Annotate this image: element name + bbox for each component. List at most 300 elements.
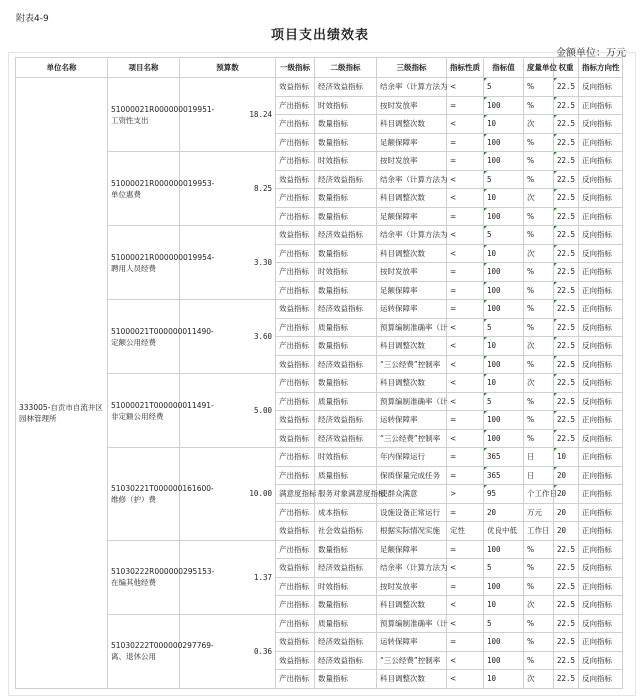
indicator-nature-cell: = xyxy=(447,448,484,467)
weight-cell: 22.5 xyxy=(554,596,579,615)
indicator-value-cell: 5 xyxy=(484,78,524,97)
measure-unit-cell: 万元 xyxy=(524,503,554,522)
measure-unit-cell: % xyxy=(524,96,554,115)
level1-indicator-cell: 效益指标 xyxy=(276,429,315,448)
weight-cell: 20 xyxy=(554,485,579,504)
weight-cell: 22.5 xyxy=(554,78,579,97)
level3-indicator-cell: 科目调整次数 xyxy=(377,596,447,615)
indicator-nature-cell: = xyxy=(447,540,484,559)
level2-indicator-cell: 数量指标 xyxy=(315,374,377,393)
project-name-cell: 51000021T000000011491-非定额公用经费 xyxy=(108,374,180,448)
level2-indicator-cell: 质量指标 xyxy=(315,392,377,411)
level2-indicator-cell: 时效指标 xyxy=(315,152,377,171)
column-header: 单位名称 xyxy=(16,58,108,78)
weight-cell: 22.5 xyxy=(554,133,579,152)
measure-unit-cell: 次 xyxy=(524,596,554,615)
level1-indicator-cell: 效益指标 xyxy=(276,651,315,670)
indicator-value-cell: 100 xyxy=(484,633,524,652)
measure-unit-cell: % xyxy=(524,281,554,300)
level3-indicator-cell: 预算编制准确率（计 xyxy=(377,318,447,337)
indicator-value-cell: 365 xyxy=(484,466,524,485)
table-row xyxy=(16,448,623,467)
indicator-value-cell: 100 xyxy=(484,281,524,300)
weight-cell: 22.5 xyxy=(554,318,579,337)
level1-indicator-cell: 产出指标 xyxy=(276,152,315,171)
indicator-direction-cell: 反向指标 xyxy=(579,374,623,393)
indicator-value-cell: 20 xyxy=(484,503,524,522)
indicator-nature-cell: < xyxy=(447,670,484,689)
measure-unit-cell: % xyxy=(524,78,554,97)
indicator-nature-cell: < xyxy=(447,355,484,374)
indicator-direction-cell: 正向指标 xyxy=(579,448,623,467)
indicator-nature-cell: < xyxy=(447,78,484,97)
level3-indicator-cell: 按时发放率 xyxy=(377,263,447,282)
measure-unit-cell: % xyxy=(524,559,554,578)
level2-indicator-cell: 经济效益指标 xyxy=(315,300,377,319)
measure-unit-cell: % xyxy=(524,633,554,652)
level3-indicator-cell: 预算编制准确率（计 xyxy=(377,614,447,633)
indicator-value-cell: 95 xyxy=(484,485,524,504)
level2-indicator-cell: 数量指标 xyxy=(315,115,377,134)
indicator-nature-cell: < xyxy=(447,244,484,263)
column-header: 一级指标 xyxy=(276,58,315,78)
level3-indicator-cell: 运转保障率 xyxy=(377,411,447,430)
level2-indicator-cell: 经济效益指标 xyxy=(315,651,377,670)
indicator-value-cell: 10 xyxy=(484,670,524,689)
measure-unit-cell: % xyxy=(524,651,554,670)
level2-indicator-cell: 数量指标 xyxy=(315,207,377,226)
level1-indicator-cell: 产出指标 xyxy=(276,244,315,263)
level1-indicator-cell: 产出指标 xyxy=(276,96,315,115)
indicator-direction-cell: 反向指标 xyxy=(579,78,623,97)
table-row xyxy=(16,614,623,633)
weight-cell: 22.5 xyxy=(554,411,579,430)
weight-cell: 22.5 xyxy=(554,96,579,115)
indicator-nature-cell: > xyxy=(447,485,484,504)
indicator-nature-cell: = xyxy=(447,577,484,596)
indicator-direction-cell: 正向指标 xyxy=(579,263,623,282)
indicator-value-cell: 100 xyxy=(484,411,524,430)
indicator-value-cell: 100 xyxy=(484,577,524,596)
indicator-direction-cell: 正向指标 xyxy=(579,633,623,652)
indicator-nature-cell: = xyxy=(447,152,484,171)
level3-indicator-cell: 科目调整次数 xyxy=(377,670,447,689)
indicator-direction-cell: 正向指标 xyxy=(579,485,623,504)
level2-indicator-cell: 质量指标 xyxy=(315,318,377,337)
level2-indicator-cell: 数量指标 xyxy=(315,281,377,300)
column-header: 预算数 xyxy=(180,58,276,78)
measure-unit-cell: 日 xyxy=(524,466,554,485)
level3-indicator-cell: 科目调整次数 xyxy=(377,374,447,393)
column-header: 三级指标 xyxy=(377,58,447,78)
indicator-direction-cell: 反向指标 xyxy=(579,651,623,670)
budget-cell: 3.30 xyxy=(180,226,276,300)
level2-indicator-cell: 经济效益指标 xyxy=(315,355,377,374)
column-header: 指标值 xyxy=(484,58,524,78)
indicator-direction-cell: 反向指标 xyxy=(579,429,623,448)
table-row xyxy=(16,226,623,245)
indicator-direction-cell: 反向指标 xyxy=(579,596,623,615)
indicator-direction-cell: 反向指标 xyxy=(579,189,623,208)
weight-cell: 22.5 xyxy=(554,374,579,393)
level1-indicator-cell: 产出指标 xyxy=(276,318,315,337)
weight-cell: 22.5 xyxy=(554,633,579,652)
indicator-nature-cell: = xyxy=(447,633,484,652)
measure-unit-cell: 次 xyxy=(524,374,554,393)
level1-indicator-cell: 产出指标 xyxy=(276,670,315,689)
level1-indicator-cell: 效益指标 xyxy=(276,633,315,652)
project-name-cell: 51000021T000000011490-定额公用经费 xyxy=(108,300,180,374)
table-body xyxy=(16,78,623,689)
level1-indicator-cell: 产出指标 xyxy=(276,392,315,411)
level1-indicator-cell: 效益指标 xyxy=(276,522,315,541)
indicator-nature-cell: = xyxy=(447,300,484,319)
indicator-nature-cell: < xyxy=(447,392,484,411)
measure-unit-cell: % xyxy=(524,355,554,374)
indicator-direction-cell: 正向指标 xyxy=(579,133,623,152)
level1-indicator-cell: 效益指标 xyxy=(276,170,315,189)
weight-cell: 22.5 xyxy=(554,670,579,689)
weight-cell: 22.5 xyxy=(554,170,579,189)
indicator-value-cell: 10 xyxy=(484,115,524,134)
level1-indicator-cell: 产出指标 xyxy=(276,577,315,596)
column-header: 权重 xyxy=(554,58,579,78)
level2-indicator-cell: 时效指标 xyxy=(315,263,377,282)
indicator-value-cell: 100 xyxy=(484,152,524,171)
weight-cell: 22.5 xyxy=(554,152,579,171)
level1-indicator-cell: 产出指标 xyxy=(276,207,315,226)
level3-indicator-cell: 结余率（计算方法为 xyxy=(377,559,447,578)
budget-cell: 0.36 xyxy=(180,614,276,688)
indicator-nature-cell: < xyxy=(447,189,484,208)
budget-cell: 18.24 xyxy=(180,78,276,152)
indicator-value-cell: 5 xyxy=(484,318,524,337)
level3-indicator-cell: “三公经费”控制率 xyxy=(377,355,447,374)
level3-indicator-cell: 科目调整次数 xyxy=(377,189,447,208)
indicator-value-cell: 5 xyxy=(484,226,524,245)
level2-indicator-cell: 数量指标 xyxy=(315,189,377,208)
indicator-value-cell: 100 xyxy=(484,540,524,559)
weight-cell: 22.5 xyxy=(554,189,579,208)
weight-cell: 22.5 xyxy=(554,651,579,670)
indicator-nature-cell: < xyxy=(447,614,484,633)
weight-cell: 20 xyxy=(554,503,579,522)
table-row xyxy=(16,374,623,393)
level1-indicator-cell: 效益指标 xyxy=(276,300,315,319)
indicator-direction-cell: 反向指标 xyxy=(579,392,623,411)
weight-cell: 10 xyxy=(554,448,579,467)
indicator-nature-cell: < xyxy=(447,651,484,670)
level3-indicator-cell: 结余率（计算方法为 xyxy=(377,78,447,97)
weight-cell: 22.5 xyxy=(554,540,579,559)
indicator-direction-cell: 反向指标 xyxy=(579,614,623,633)
level1-indicator-cell: 产出指标 xyxy=(276,596,315,615)
level1-indicator-cell: 产出指标 xyxy=(276,374,315,393)
weight-cell: 22.5 xyxy=(554,226,579,245)
indicator-value-cell: 5 xyxy=(484,170,524,189)
indicator-direction-cell: 正向指标 xyxy=(579,300,623,319)
level2-indicator-cell: 数量指标 xyxy=(315,670,377,689)
table-row xyxy=(16,78,623,97)
measure-unit-cell: % xyxy=(524,263,554,282)
measure-unit-cell: % xyxy=(524,170,554,189)
level2-indicator-cell: 数量指标 xyxy=(315,337,377,356)
level1-indicator-cell: 产出指标 xyxy=(276,189,315,208)
weight-cell: 22.5 xyxy=(554,559,579,578)
level3-indicator-cell: 运转保障率 xyxy=(377,633,447,652)
level1-indicator-cell: 产出指标 xyxy=(276,115,315,134)
weight-cell: 22.5 xyxy=(554,392,579,411)
level1-indicator-cell: 效益指标 xyxy=(276,355,315,374)
level2-indicator-cell: 数量指标 xyxy=(315,540,377,559)
indicator-direction-cell: 正向指标 xyxy=(579,577,623,596)
level3-indicator-cell: 设施设备正常运行 xyxy=(377,503,447,522)
level1-indicator-cell: 产出指标 xyxy=(276,466,315,485)
budget-cell: 3.60 xyxy=(180,300,276,374)
attachment-label: 附表4-9 xyxy=(16,14,49,24)
header-row xyxy=(16,58,623,78)
indicator-direction-cell: 正向指标 xyxy=(579,411,623,430)
measure-unit-cell: 工作日 xyxy=(524,522,554,541)
indicator-direction-cell: 反向指标 xyxy=(579,337,623,356)
level3-indicator-cell: 保质保量完成任务 xyxy=(377,466,447,485)
column-header: 指标性质 xyxy=(447,58,484,78)
indicator-value-cell: 100 xyxy=(484,96,524,115)
level1-indicator-cell: 产出指标 xyxy=(276,133,315,152)
level3-indicator-cell: 足额保障率 xyxy=(377,540,447,559)
level1-indicator-cell: 效益指标 xyxy=(276,411,315,430)
level3-indicator-cell: 年内保障运行 xyxy=(377,448,447,467)
level3-indicator-cell: 科目调整次数 xyxy=(377,337,447,356)
table-row xyxy=(16,300,623,319)
indicator-value-cell: 10 xyxy=(484,244,524,263)
level1-indicator-cell: 产出指标 xyxy=(276,540,315,559)
indicator-value-cell: 100 xyxy=(484,355,524,374)
measure-unit-cell: % xyxy=(524,226,554,245)
unit-name-cell: 333005-自贡市自流井区园林管理所 xyxy=(16,78,108,689)
indicator-direction-cell: 反向指标 xyxy=(579,670,623,689)
level2-indicator-cell: 经济效益指标 xyxy=(315,411,377,430)
indicator-nature-cell: = xyxy=(447,263,484,282)
level2-indicator-cell: 时效指标 xyxy=(315,96,377,115)
indicator-value-cell: 100 xyxy=(484,133,524,152)
level2-indicator-cell: 时效指标 xyxy=(315,577,377,596)
level2-indicator-cell: 质量指标 xyxy=(315,466,377,485)
indicator-value-cell: 优良中低 xyxy=(484,522,524,541)
indicator-direction-cell: 反向指标 xyxy=(579,115,623,134)
weight-cell: 22.5 xyxy=(554,244,579,263)
level2-indicator-cell: 经济效益指标 xyxy=(315,170,377,189)
level2-indicator-cell: 质量指标 xyxy=(315,614,377,633)
level2-indicator-cell: 服务对象满意度指标 xyxy=(315,485,377,504)
measure-unit-cell: % xyxy=(524,411,554,430)
indicator-nature-cell: 定性 xyxy=(447,522,484,541)
level2-indicator-cell: 社会效益指标 xyxy=(315,522,377,541)
weight-cell: 20 xyxy=(554,522,579,541)
indicator-nature-cell: < xyxy=(447,115,484,134)
indicator-value-cell: 100 xyxy=(484,207,524,226)
level3-indicator-cell: “三公经费”控制率 xyxy=(377,429,447,448)
measure-unit-cell: % xyxy=(524,133,554,152)
weight-cell: 22.5 xyxy=(554,115,579,134)
indicator-direction-cell: 正向指标 xyxy=(579,466,623,485)
level1-indicator-cell: 效益指标 xyxy=(276,226,315,245)
indicator-nature-cell: = xyxy=(447,133,484,152)
level3-indicator-cell: 足额保障率 xyxy=(377,281,447,300)
column-header: 二级指标 xyxy=(315,58,377,78)
indicator-direction-cell: 反向指标 xyxy=(579,355,623,374)
indicator-nature-cell: < xyxy=(447,337,484,356)
indicator-value-cell: 100 xyxy=(484,300,524,319)
level1-indicator-cell: 产出指标 xyxy=(276,448,315,467)
indicator-value-cell: 5 xyxy=(484,559,524,578)
measure-unit-cell: % xyxy=(524,429,554,448)
level1-indicator-cell: 效益指标 xyxy=(276,559,315,578)
indicator-nature-cell: < xyxy=(447,226,484,245)
weight-cell: 22.5 xyxy=(554,263,579,282)
level2-indicator-cell: 数量指标 xyxy=(315,244,377,263)
indicator-value-cell: 100 xyxy=(484,263,524,282)
weight-cell: 22.5 xyxy=(554,300,579,319)
indicator-nature-cell: < xyxy=(447,429,484,448)
level3-indicator-cell: 科目调整次数 xyxy=(377,115,447,134)
indicator-nature-cell: < xyxy=(447,318,484,337)
budget-cell: 10.00 xyxy=(180,448,276,541)
indicator-direction-cell: 正向指标 xyxy=(579,281,623,300)
indicator-value-cell: 10 xyxy=(484,337,524,356)
project-name-cell: 51000021R000000019954-聘用人员经费 xyxy=(108,226,180,300)
indicator-direction-cell: 正向指标 xyxy=(579,503,623,522)
level3-indicator-cell: 足额保障率 xyxy=(377,133,447,152)
project-name-cell: 51030222R000000295153-在编其他经费 xyxy=(108,540,180,614)
measure-unit-cell: 次 xyxy=(524,244,554,263)
level2-indicator-cell: 经济效益指标 xyxy=(315,559,377,578)
level3-indicator-cell: 预算编制准确率（计 xyxy=(377,392,447,411)
indicator-nature-cell: < xyxy=(447,170,484,189)
indicator-direction-cell: 正向指标 xyxy=(579,522,623,541)
level3-indicator-cell: 结余率（计算方法为 xyxy=(377,226,447,245)
level3-indicator-cell: 根据实际情况实施 xyxy=(377,522,447,541)
level3-indicator-cell: 按时发放率 xyxy=(377,96,447,115)
indicator-direction-cell: 正向指标 xyxy=(579,540,623,559)
level3-indicator-cell: 按时发放率 xyxy=(377,152,447,171)
level1-indicator-cell: 产出指标 xyxy=(276,614,315,633)
budget-cell: 8.25 xyxy=(180,152,276,226)
budget-cell: 1.37 xyxy=(180,540,276,614)
measure-unit-cell: % xyxy=(524,318,554,337)
level2-indicator-cell: 时效指标 xyxy=(315,448,377,467)
indicator-direction-cell: 反向指标 xyxy=(579,170,623,189)
indicator-value-cell: 10 xyxy=(484,189,524,208)
indicator-value-cell: 5 xyxy=(484,614,524,633)
table-row xyxy=(16,540,623,559)
weight-cell: 22.5 xyxy=(554,281,579,300)
indicator-value-cell: 5 xyxy=(484,392,524,411)
weight-cell: 22.5 xyxy=(554,337,579,356)
measure-unit-cell: 日 xyxy=(524,448,554,467)
column-header: 度量单位 xyxy=(524,58,554,78)
measure-unit-cell: % xyxy=(524,300,554,319)
column-header: 项目名称 xyxy=(108,58,180,78)
measure-unit-cell: % xyxy=(524,392,554,411)
indicator-direction-cell: 反向指标 xyxy=(579,226,623,245)
page-title: 项目支出绩效表 xyxy=(270,28,369,43)
level1-indicator-cell: 产出指标 xyxy=(276,503,315,522)
indicator-nature-cell: = xyxy=(447,96,484,115)
indicator-value-cell: 100 xyxy=(484,651,524,670)
measure-unit-cell: 个工作日 xyxy=(524,485,554,504)
weight-cell: 20 xyxy=(554,466,579,485)
level2-indicator-cell: 经济效益指标 xyxy=(315,78,377,97)
indicator-nature-cell: < xyxy=(447,559,484,578)
measure-unit-cell: 次 xyxy=(524,115,554,134)
indicator-direction-cell: 正向指标 xyxy=(579,96,623,115)
level2-indicator-cell: 成本指标 xyxy=(315,503,377,522)
measure-unit-cell: % xyxy=(524,207,554,226)
indicator-value-cell: 100 xyxy=(484,429,524,448)
level2-indicator-cell: 经济效益指标 xyxy=(315,429,377,448)
indicator-direction-cell: 反向指标 xyxy=(579,318,623,337)
weight-cell: 22.5 xyxy=(554,577,579,596)
indicator-value-cell: 365 xyxy=(484,448,524,467)
level1-indicator-cell: 产出指标 xyxy=(276,281,315,300)
level3-indicator-cell: “三公经费”控制率 xyxy=(377,651,447,670)
level1-indicator-cell: 产出指标 xyxy=(276,337,315,356)
indicator-nature-cell: = xyxy=(447,411,484,430)
level3-indicator-cell: 使群众满意 xyxy=(377,485,447,504)
level3-indicator-cell: 结余率（计算方法为 xyxy=(377,170,447,189)
project-name-cell: 51030222T000000297769-离、退休公用 xyxy=(108,614,180,688)
measure-unit-cell: 次 xyxy=(524,337,554,356)
level3-indicator-cell: 按时发放率 xyxy=(377,577,447,596)
level2-indicator-cell: 数量指标 xyxy=(315,596,377,615)
measure-unit-cell: % xyxy=(524,614,554,633)
indicator-value-cell: 10 xyxy=(484,596,524,615)
table-row xyxy=(16,152,623,171)
performance-table xyxy=(15,57,623,689)
column-header: 指标方向性 xyxy=(579,58,623,78)
level3-indicator-cell: 科目调整次数 xyxy=(377,244,447,263)
level1-indicator-cell: 产出指标 xyxy=(276,263,315,282)
indicator-nature-cell: = xyxy=(447,281,484,300)
indicator-nature-cell: = xyxy=(447,503,484,522)
indicator-value-cell: 10 xyxy=(484,374,524,393)
level2-indicator-cell: 数量指标 xyxy=(315,133,377,152)
indicator-nature-cell: = xyxy=(447,466,484,485)
indicator-direction-cell: 反向指标 xyxy=(579,559,623,578)
indicator-nature-cell: = xyxy=(447,207,484,226)
measure-unit-cell: 次 xyxy=(524,189,554,208)
indicator-nature-cell: < xyxy=(447,596,484,615)
project-name-cell: 51030221T000000161600-维修（护）费 xyxy=(108,448,180,541)
budget-cell: 5.00 xyxy=(180,374,276,448)
weight-cell: 22.5 xyxy=(554,355,579,374)
weight-cell: 22.5 xyxy=(554,207,579,226)
weight-cell: 22.5 xyxy=(554,429,579,448)
project-name-cell: 51000021R000000019951-工资性支出 xyxy=(108,78,180,152)
measure-unit-cell: % xyxy=(524,152,554,171)
amount-unit: 金额单位：万元 xyxy=(556,48,626,59)
level3-indicator-cell: 运转保障率 xyxy=(377,300,447,319)
measure-unit-cell: 次 xyxy=(524,670,554,689)
level2-indicator-cell: 经济效益指标 xyxy=(315,633,377,652)
measure-unit-cell: % xyxy=(524,577,554,596)
level3-indicator-cell: 足额保障率 xyxy=(377,207,447,226)
weight-cell: 22.5 xyxy=(554,614,579,633)
indicator-direction-cell: 反向指标 xyxy=(579,244,623,263)
project-name-cell: 51000021R000000019953-单位惠费 xyxy=(108,152,180,226)
level1-indicator-cell: 效益指标 xyxy=(276,78,315,97)
